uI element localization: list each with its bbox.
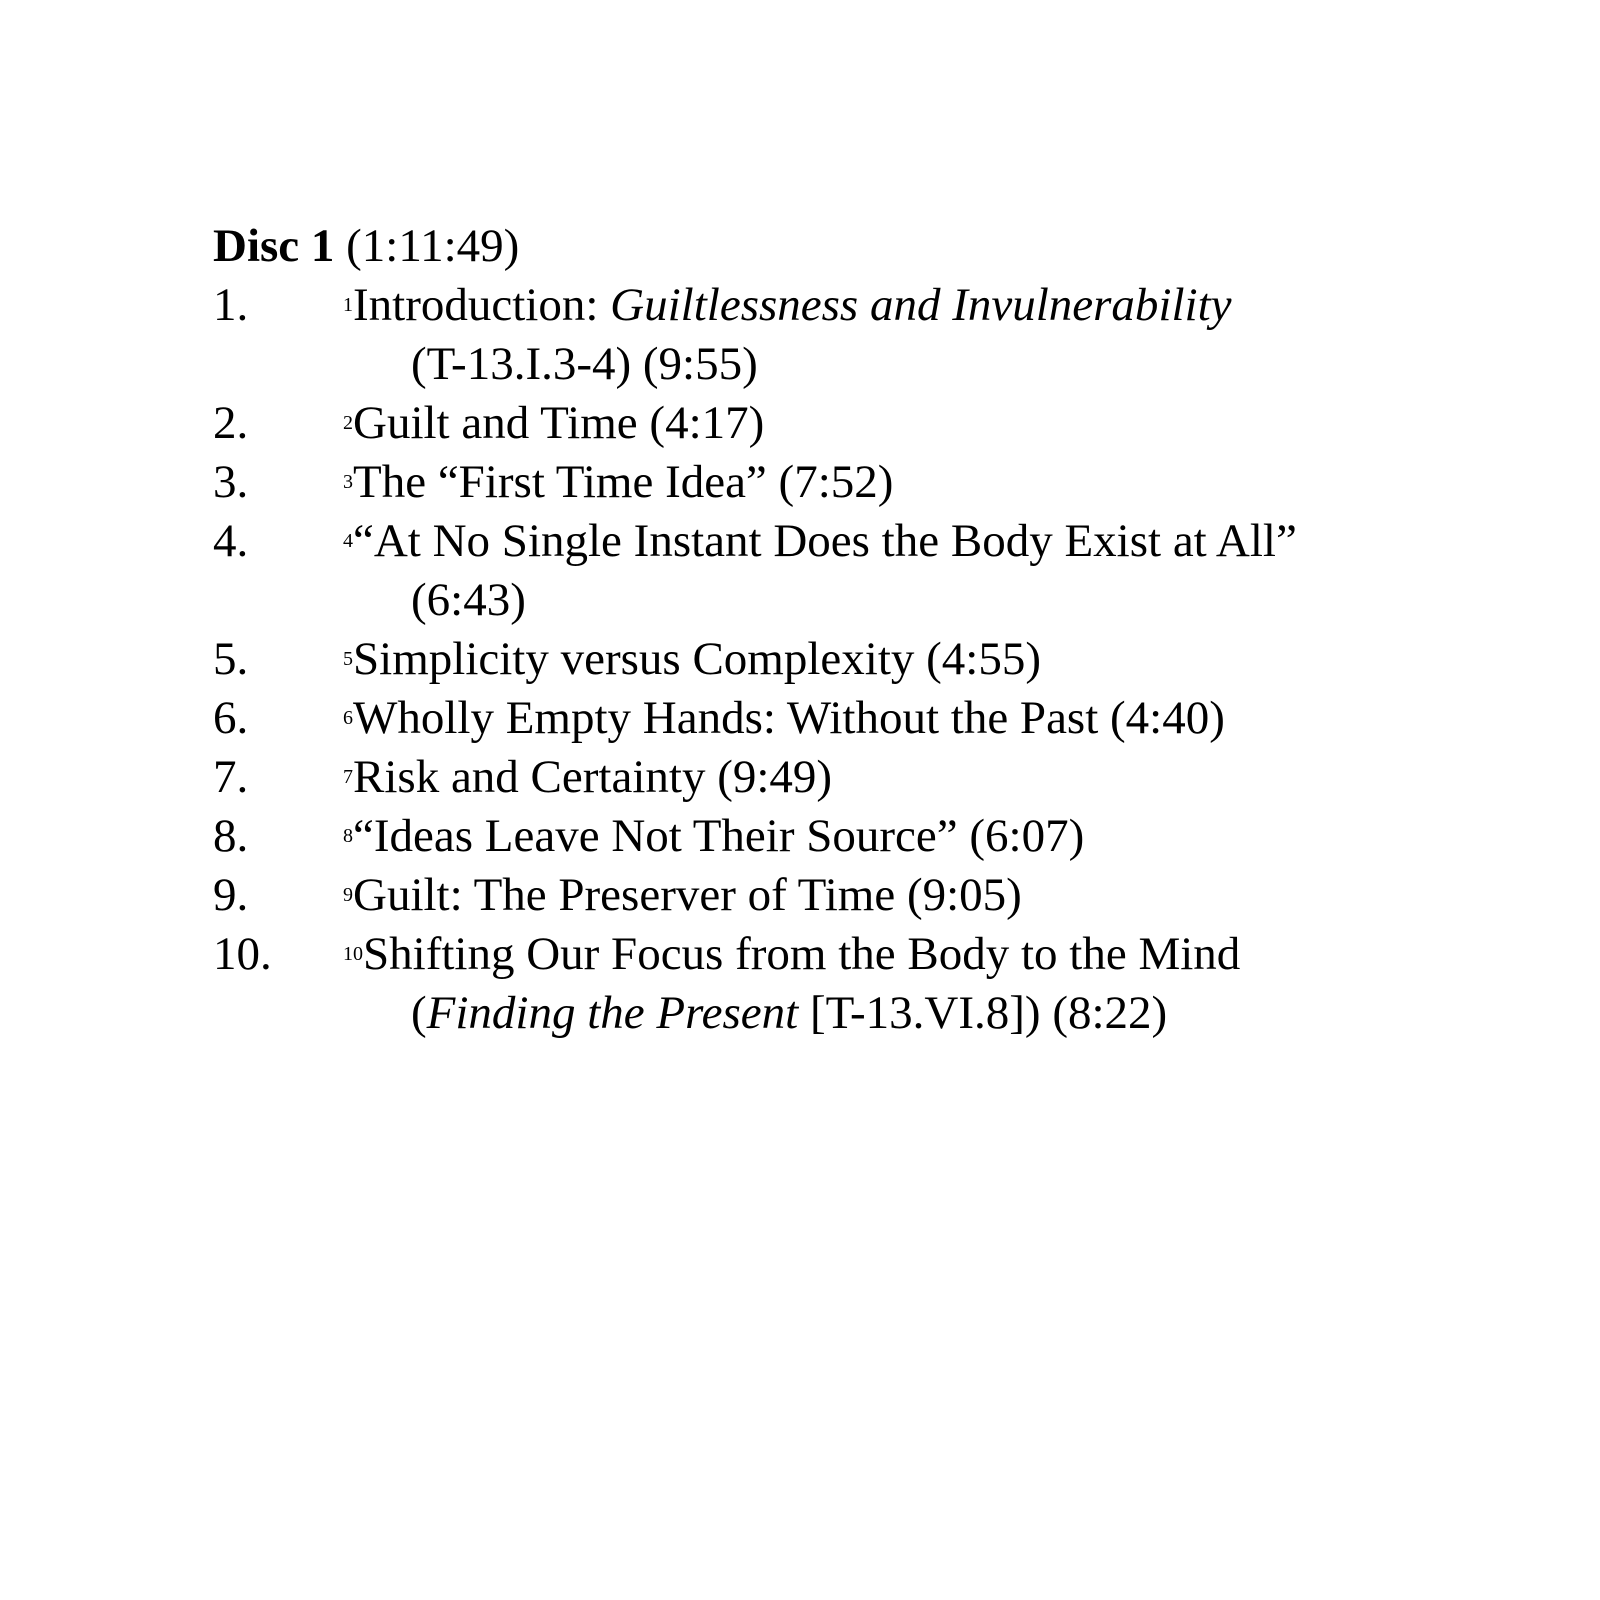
disc-title: Disc 1 xyxy=(213,220,335,272)
track-continuation-text: (T-13.I.3-4) (9:55) xyxy=(411,338,758,390)
track-item xyxy=(213,512,1553,630)
track-number: 6. xyxy=(213,692,249,744)
track-continuation-text: [T-13.VI.8]) (8:22) xyxy=(798,987,1168,1039)
footnote-marker: 3 xyxy=(343,471,353,493)
track-title-text: “At No Single Instant Does the Body Exist at All” xyxy=(353,515,1297,567)
track-title-text: Simplicity versus Complexity (4:55) xyxy=(353,633,1041,685)
track-number: 3. xyxy=(213,456,249,508)
track-title-text: “Ideas Leave Not Their Source” (6:07) xyxy=(353,810,1085,862)
track-item xyxy=(213,807,1553,866)
track-title-text: Risk and Certainty (9:49) xyxy=(353,751,833,803)
track-item xyxy=(213,925,1553,1043)
track-title-continuation xyxy=(343,335,1553,394)
track-title-text: Introduction: xyxy=(353,279,611,331)
footnote-marker: 10 xyxy=(343,943,363,965)
track-item xyxy=(213,394,1553,453)
track-number: 10. xyxy=(213,928,272,980)
track-number: 1. xyxy=(213,279,249,331)
track-title-text: Guilt: The Preserver of Time (9:05) xyxy=(353,869,1022,921)
track-item xyxy=(213,276,1553,394)
footnote-marker: 8 xyxy=(343,825,353,847)
track-number: 9. xyxy=(213,869,249,921)
footnote-marker: 4 xyxy=(343,530,353,552)
track-list xyxy=(213,276,1553,1043)
track-title-text: Shifting Our Focus from the Body to the Mind xyxy=(363,928,1241,980)
track-title-text: Wholly Empty Hands: Without the Past (4:40) xyxy=(353,692,1225,744)
track-title-text: The “First Time Idea” (7:52) xyxy=(353,456,894,508)
track-item xyxy=(213,689,1553,748)
footnote-marker: 5 xyxy=(343,648,353,670)
footnote-marker: 6 xyxy=(343,707,353,729)
track-item xyxy=(213,748,1553,807)
footnote-marker: 2 xyxy=(343,412,353,434)
footnote-marker: 7 xyxy=(343,766,353,788)
track-item xyxy=(213,866,1553,925)
track-title-text: Guiltlessness and Invulnerability xyxy=(610,279,1232,331)
track-number: 8. xyxy=(213,810,249,862)
track-number: 7. xyxy=(213,751,249,803)
disc-heading xyxy=(213,217,1553,276)
track-title-continuation xyxy=(343,984,1553,1043)
footnote-marker: 9 xyxy=(343,884,353,906)
track-number: 5. xyxy=(213,633,249,685)
track-title-continuation xyxy=(343,571,1553,630)
track-item xyxy=(213,453,1553,512)
track-listing-document xyxy=(213,217,1553,1043)
track-continuation-text: (6:43) xyxy=(411,574,526,626)
footnote-marker: 1 xyxy=(343,294,353,316)
track-title-text: Guilt and Time (4:17) xyxy=(353,397,765,449)
track-item xyxy=(213,630,1553,689)
disc-duration: (1:11:49) xyxy=(346,220,520,272)
track-continuation-text: Finding the Present xyxy=(426,987,799,1039)
track-number: 2. xyxy=(213,397,249,449)
track-continuation-text: ( xyxy=(411,987,427,1039)
track-number: 4. xyxy=(213,515,249,567)
